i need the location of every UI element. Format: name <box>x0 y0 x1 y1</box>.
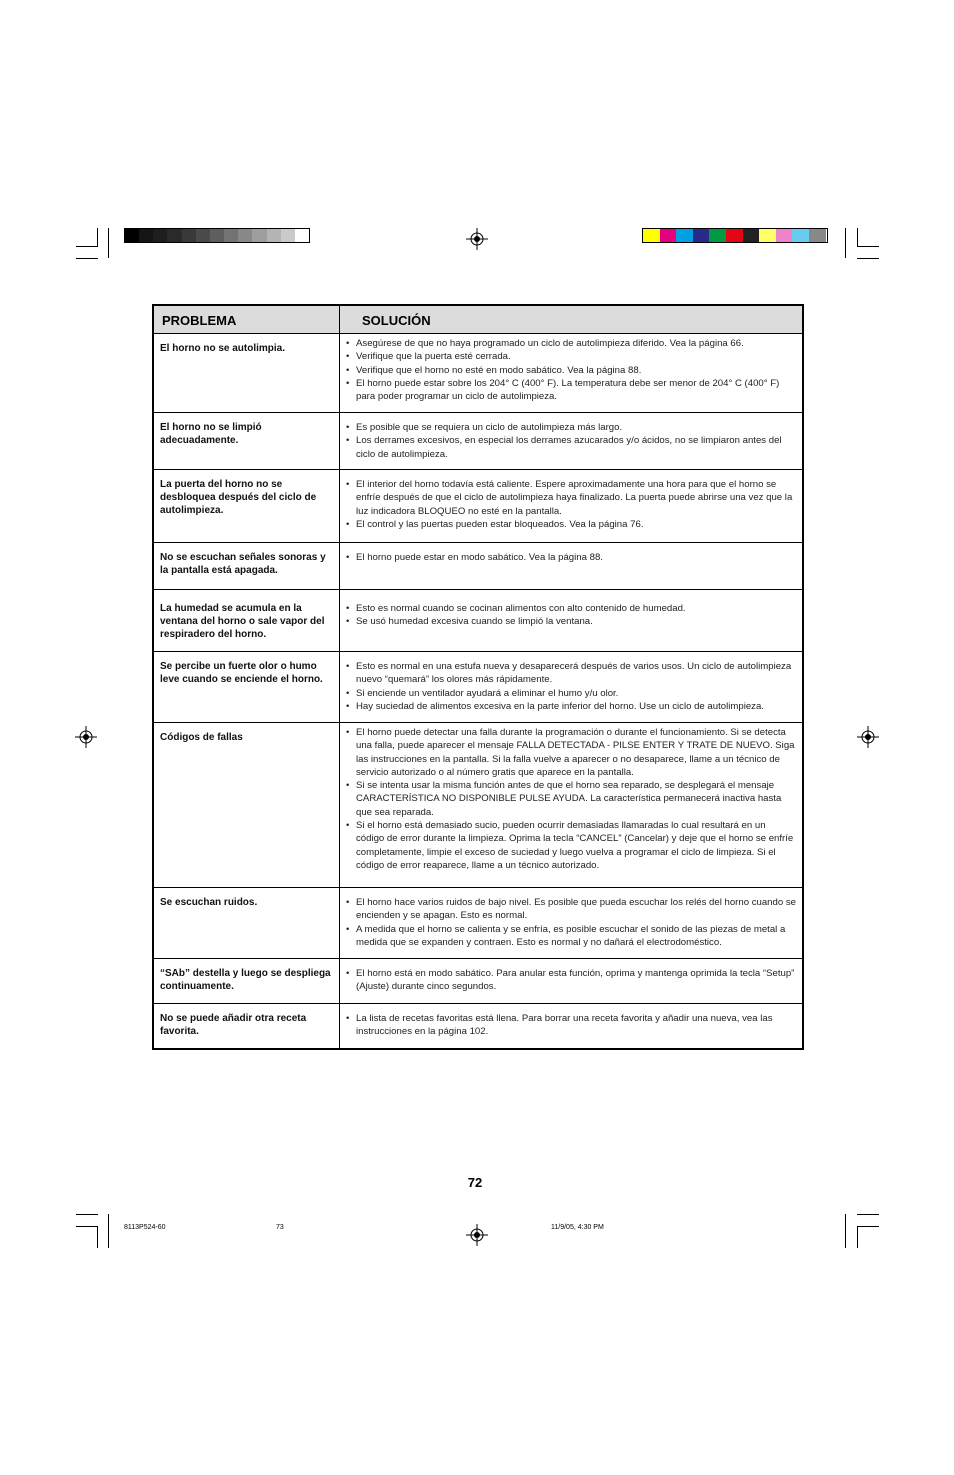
color-swatch <box>660 229 677 242</box>
solution-cell <box>344 478 796 531</box>
problem-cell: Se escuchan ruidos. <box>160 897 258 908</box>
table-row <box>154 412 802 470</box>
table-row <box>154 542 802 590</box>
crop-mark <box>857 228 858 246</box>
problem-cell: No se escuchan señales sonoras y la pantalla está apagada. <box>160 552 326 576</box>
crop-mark <box>845 228 846 258</box>
color-swatch <box>792 229 809 242</box>
solution-cell <box>344 421 796 461</box>
color-swatch <box>743 229 760 242</box>
solution-item: • Se usó humedad excesiva cuando se limpió la ventana. <box>344 615 796 628</box>
registration-mark-icon <box>466 228 488 250</box>
problem-cell: Códigos de fallas <box>160 732 243 743</box>
problem-cell: El horno no se autolimpia. <box>160 343 286 354</box>
color-swatch <box>693 229 710 242</box>
table-row <box>154 958 802 1004</box>
solution-item: • Si se intenta usar la misma función antes de que el horno sea reparado, se desplegará el mensaje CARACTERÍSTICA NO DISPONIBLE PULSE AYUDA. La característica permanecerá inactiva hasta que sea reparada. <box>344 779 796 819</box>
slug-date: 11/9/05, 4:30 PM <box>551 1224 604 1231</box>
gray-swatch <box>196 229 210 242</box>
color-swatch <box>726 229 743 242</box>
color-swatch <box>809 229 826 242</box>
gray-swatch <box>238 229 252 242</box>
table-row <box>154 1003 802 1048</box>
crop-mark <box>857 1226 879 1227</box>
crop-mark <box>108 1214 109 1248</box>
grayscale-bar <box>124 228 310 243</box>
solution-item: • La lista de recetas favoritas está llena. Para borrar una receta favorita y añadir una nueva, vea las instrucciones en la página 102. <box>344 1012 796 1039</box>
solution-item: • Asegúrese de que no haya programado un ciclo de autolimpieza diferido. Vea la página 66. <box>344 337 796 350</box>
gray-swatch <box>252 229 266 242</box>
solution-item: • Es posible que se requiera un ciclo de autolimpieza más largo. <box>344 421 796 434</box>
page-number: 72 <box>467 1175 483 1190</box>
gray-swatch <box>125 229 139 242</box>
troubleshooting-table <box>152 304 804 1050</box>
color-swatch <box>676 229 693 242</box>
crop-mark <box>76 1226 98 1227</box>
solution-cell <box>344 1012 796 1039</box>
crop-mark <box>76 1214 98 1215</box>
crop-mark <box>76 246 98 247</box>
crop-mark <box>76 258 98 259</box>
color-swatch <box>709 229 726 242</box>
gray-swatch <box>281 229 295 242</box>
solution-item: • El control y las puertas pueden estar bloqueados. Vea la página 76. <box>344 518 796 531</box>
solution-item: • Verifique que el horno no esté en modo sabático. Vea la página 88. <box>344 364 796 377</box>
solution-item: • Los derrames excesivos, en especial los derrames azucarados y/o ácidos, no se limpiaron antes del ciclo de autolimpieza. <box>344 434 796 461</box>
solution-cell <box>344 967 796 994</box>
solution-item: • Si el horno está demasiado sucio, pueden ocurrir demasiadas llamaradas lo cual resultará en un código de error durante la limpieza. Oprima la tecla “CANCEL” (Cancelar) y deje que el horno se enfríe completamente, limpie el exceso de suciedad y luego vuelva a programar el ciclo de limpieza. Si el código de error reaparece, llame a un técnico autorizado. <box>344 819 796 872</box>
table-row <box>154 589 802 652</box>
gray-swatch <box>153 229 167 242</box>
gray-swatch <box>182 229 196 242</box>
solution-cell <box>344 660 796 713</box>
registration-mark-icon <box>75 726 97 748</box>
solution-cell <box>344 726 796 872</box>
gray-swatch <box>267 229 281 242</box>
gray-swatch <box>295 229 309 242</box>
solution-item: • El horno hace varios ruidos de bajo nivel. Es posible que pueda escuchar los relés del horno cuando se encienden y se apagan. Esto es normal. <box>344 896 796 923</box>
table-row <box>154 651 802 723</box>
problem-cell: La puerta del horno no se desbloquea después del ciclo de autolimpieza. <box>160 479 317 516</box>
solution-item: • El horno puede estar en modo sabático. Vea la página 88. <box>344 551 796 564</box>
problem-cell: No se puede añadir otra receta favorita. <box>160 1013 307 1037</box>
header-problem: PROBLEMA <box>162 313 237 328</box>
registration-mark-icon <box>857 726 879 748</box>
table-row <box>154 887 802 959</box>
gray-swatch <box>167 229 181 242</box>
crop-mark <box>857 1226 858 1248</box>
crop-mark <box>857 258 879 259</box>
gray-swatch <box>210 229 224 242</box>
crop-mark <box>857 1214 879 1215</box>
solution-item: • Esto es normal cuando se cocinan alimentos con alto contenido de humedad. <box>344 602 796 615</box>
table-row <box>154 722 802 888</box>
solution-item: • A medida que el horno se calienta y se enfría, es posible escuchar el sonido de las piezas de metal a medida que se expanden y contraen. Esto es normal y no dañará el electrodoméstico. <box>344 923 796 950</box>
gray-swatch <box>139 229 153 242</box>
slug-job: 8113P524-60 <box>124 1224 166 1231</box>
table-header <box>154 306 802 334</box>
problem-cell: El horno no se limpió adecuadamente. <box>160 422 262 446</box>
solution-item: • El horno puede estar sobre los 204° C (400° F). La temperatura debe ser menor de 204° C (400° F) para poder programar un ciclo de autolimpieza. <box>344 377 796 404</box>
solution-item: • El interior del horno todavía está caliente. Espere aproximadamente una hora para que el horno se enfríe después de que el ciclo de autolimpieza haya finalizado. La puerta puede abrirse una vez que la luz indicadora BLOQUEO no esté en la pantalla. <box>344 478 796 518</box>
table-row <box>154 333 802 413</box>
problem-cell: Se percibe un fuerte olor o humo leve cuando se enciende el horno. <box>160 661 323 685</box>
crop-mark <box>97 1226 98 1248</box>
crop-mark <box>845 1214 846 1248</box>
solution-item: • Si enciende un ventilador ayudará a eliminar el humo y/u olor. <box>344 687 796 700</box>
solution-cell <box>344 337 796 403</box>
color-swatch <box>643 229 660 242</box>
solution-item: • El horno puede detectar una falla durante la programación o durante el funcionamiento. Si se detecta una falla, puede aparecer el mensaje FALLA DETECTADA - PILSE ENTER Y TRATE DE NUEVO. Siga las instrucciones en la pantalla. Si la falla vuelve a aparecer o no desaparece, llame a un técnico de servicio autorizado o al número gratis que aparece en la pantalla. <box>344 726 796 779</box>
solution-item: • El horno está en modo sabático. Para anular esta función, oprima y mantenga oprimida la tecla “Setup” (Ajuste) durante cinco segundos. <box>344 967 796 994</box>
solution-cell <box>344 602 796 629</box>
crop-mark <box>108 228 109 258</box>
problem-cell: “SAb” destella y luego se despliega continuamente. <box>160 968 331 992</box>
solution-item: • Hay suciedad de alimentos excesiva en la parte inferior del horno. Use un ciclo de autolimpieza. <box>344 700 796 713</box>
registration-mark-icon <box>466 1224 488 1246</box>
solution-item: • Esto es normal en una estufa nueva y desaparecerá después de varios usos. Un ciclo de autolimpieza nuevo “quemará” los olores más rápidamente. <box>344 660 796 687</box>
process-color-bar <box>642 228 828 243</box>
solution-item: • Verifique que la puerta esté cerrada. <box>344 350 796 363</box>
color-swatch <box>776 229 793 242</box>
crop-mark <box>857 246 879 247</box>
crop-mark <box>97 228 98 246</box>
gray-swatch <box>224 229 238 242</box>
color-swatch <box>759 229 776 242</box>
table-row <box>154 469 802 543</box>
header-solution: SOLUCIÓN <box>362 313 431 328</box>
problem-cell: La humedad se acumula en la ventana del horno o sale vapor del respiradero del horno. <box>160 603 325 640</box>
slug-page: 73 <box>276 1224 284 1231</box>
solution-cell <box>344 896 796 949</box>
solution-cell <box>344 551 796 564</box>
